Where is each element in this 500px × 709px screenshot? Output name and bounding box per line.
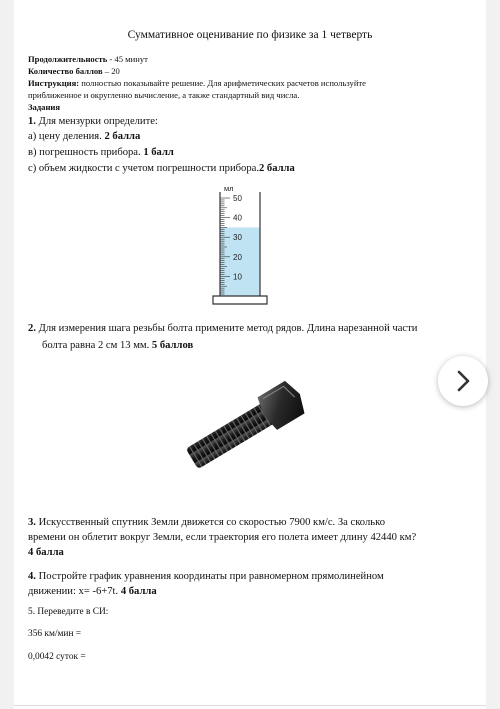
q5-heading: 5. Переведите в СИ: [28,607,109,617]
tasks-heading: Задания [28,102,61,112]
duration-value: - 45 минут [107,54,148,64]
q3-line1: Искусственный спутник Земли движется со скоростью 7900 км/с. За сколько [35,517,385,528]
q1-part-a-points: 2 балла [104,131,141,142]
q1-part-a-text: а) цену деления. [28,131,105,142]
q1-part-b-text: в) погрешность прибора. [28,147,144,158]
page-divider [14,705,486,706]
beaker-scale-label: 40 [233,213,242,223]
q1-part-b [28,145,174,160]
q1-part-b-points: 1 балл [143,147,174,158]
chevron-right-icon [438,356,488,406]
q4-points: 4 балла [120,586,157,597]
q1-part-c-text: с) объем жидкости с учетом погрешности прибора. [28,163,259,174]
q1-prompt: Для мензурки определите: [35,116,158,127]
q4-text [28,569,384,584]
q2-line2: болта равна 2 см 13 мм. [42,340,152,351]
q1-part-c [28,161,295,176]
q2-line1: Для измерения шага резьбы болта примените метод рядов. Длина нарезанной части [35,323,418,334]
duration-label: Продолжительность [28,54,108,64]
bolt-image [175,372,315,482]
q2-text [28,321,417,336]
beaker-scale-label: 10 [233,272,242,282]
q1-part-c-points: 2 балла [258,163,295,174]
q1-part-a [28,129,140,144]
q4-text-cont [28,584,157,599]
points-line [28,66,120,77]
beaker-unit-label: мл [224,184,234,193]
right-page-edge [486,0,500,709]
q2-points: 5 баллов [151,340,194,351]
instruction-line [28,78,366,89]
points-value: – 20 [102,66,120,76]
instruction-text: полностью показывайте решение. Для арифметических расчетов используйте [79,78,366,88]
q3-text [28,515,385,530]
duration-line [28,54,148,65]
q4-line2: движении: x= -6+7t. [28,586,121,597]
q3-points: 4 балла [28,547,64,558]
points-label: Количество баллов [28,66,103,76]
q4-line1: Постройте график уравнения координаты при равномерном прямолинейном [35,571,384,582]
q4-number: 4. [28,571,36,582]
page-title: Суммативное оценивание по физике за 1 четверть [127,29,373,41]
q3-line2: времени он облетит вокруг Земли, если траектория его полета имеет длину 42440 км? [28,532,417,543]
q5-line1: 356 км/мин = [28,629,82,639]
beaker-scale-label: 30 [233,233,242,243]
q2-text-cont [42,338,193,353]
instruction-label: Инструкция: [28,78,80,88]
left-page-edge [0,0,14,709]
q3-number: 3. [28,517,36,528]
instruction-text-cont: приближенное и округленно вычисление, а также стандартный вид числа. [28,90,300,100]
q1-text [28,114,158,129]
next-page-button[interactable] [438,356,488,406]
q1-number: 1. [28,116,36,127]
beaker-scale-label: 50 [233,194,242,203]
q2-number: 2. [28,323,36,334]
q5-line2: 0,0042 суток = [28,652,86,662]
beaker-figure [210,180,280,308]
beaker-scale-label: 20 [233,252,242,262]
